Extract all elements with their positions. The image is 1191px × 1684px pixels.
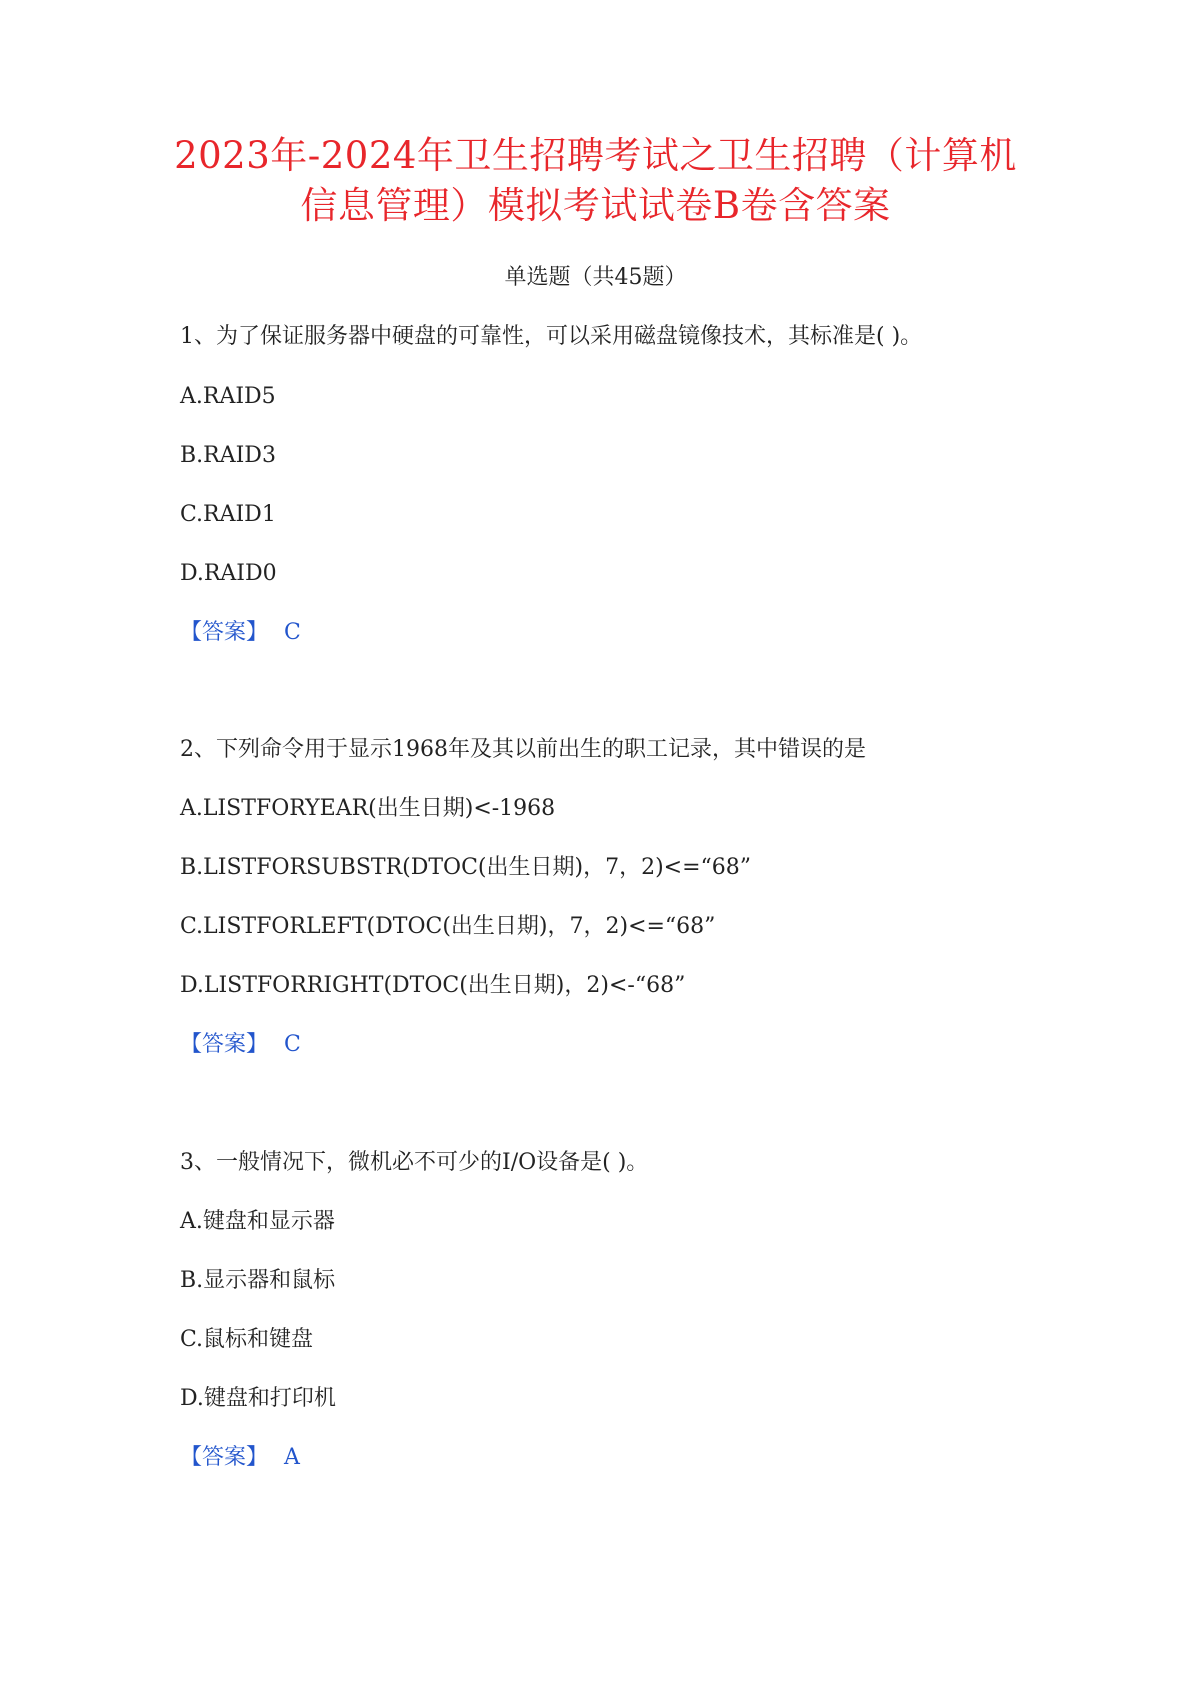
option-a: A.LISTFORYEAR(出生日期)<-1968 bbox=[180, 796, 556, 821]
answer-line bbox=[180, 618, 301, 648]
option-d: D.键盘和打印机 bbox=[180, 1386, 336, 1411]
option-c: C.RAID1 bbox=[180, 502, 276, 527]
option-c: C.鼠标和键盘 bbox=[180, 1327, 314, 1352]
option-d: D.LISTFORRIGHT(DTOC(出生日期)，2)<-“68” bbox=[180, 973, 686, 998]
option-a: A.RAID5 bbox=[180, 384, 276, 409]
answer-line bbox=[180, 1443, 300, 1473]
option-c: C.LISTFORLEFT(DTOC(出生日期)，7，2)<=“68” bbox=[180, 914, 716, 939]
question-stem: 3、一般情况下，微机必不可少的I/O设备是( )。 bbox=[180, 1150, 649, 1175]
option-b: B.LISTFORSUBSTR(DTOC(出生日期)，7，2)<=“68” bbox=[180, 855, 752, 880]
option-a: A.键盘和显示器 bbox=[180, 1209, 335, 1234]
answer-value: A bbox=[284, 1445, 300, 1470]
option-b: B.显示器和鼠标 bbox=[180, 1268, 336, 1293]
title-line-2: 信息管理）模拟考试试卷B卷含答案 bbox=[300, 184, 891, 227]
answer-label: 【答案】 bbox=[180, 1032, 269, 1057]
title-line-1: 2023年-2024年卫生招聘考试之卫生招聘（计算机 bbox=[174, 134, 1017, 177]
section-heading: 单选题（共45题） bbox=[504, 265, 687, 290]
document-title bbox=[120, 131, 1071, 231]
answer-label: 【答案】 bbox=[180, 1445, 269, 1470]
option-d: D.RAID0 bbox=[180, 561, 277, 586]
answer-line bbox=[180, 1030, 301, 1060]
answer-value: C bbox=[284, 1032, 301, 1057]
answer-value: C bbox=[284, 620, 301, 645]
option-b: B.RAID3 bbox=[180, 443, 276, 468]
question-stem: 2、下列命令用于显示1968年及其以前出生的职工记录，其中错误的是 bbox=[180, 737, 866, 762]
answer-label: 【答案】 bbox=[180, 620, 269, 645]
question-stem: 1、为了保证服务器中硬盘的可靠性，可以采用磁盘镜像技术，其标准是( )。 bbox=[180, 324, 923, 349]
